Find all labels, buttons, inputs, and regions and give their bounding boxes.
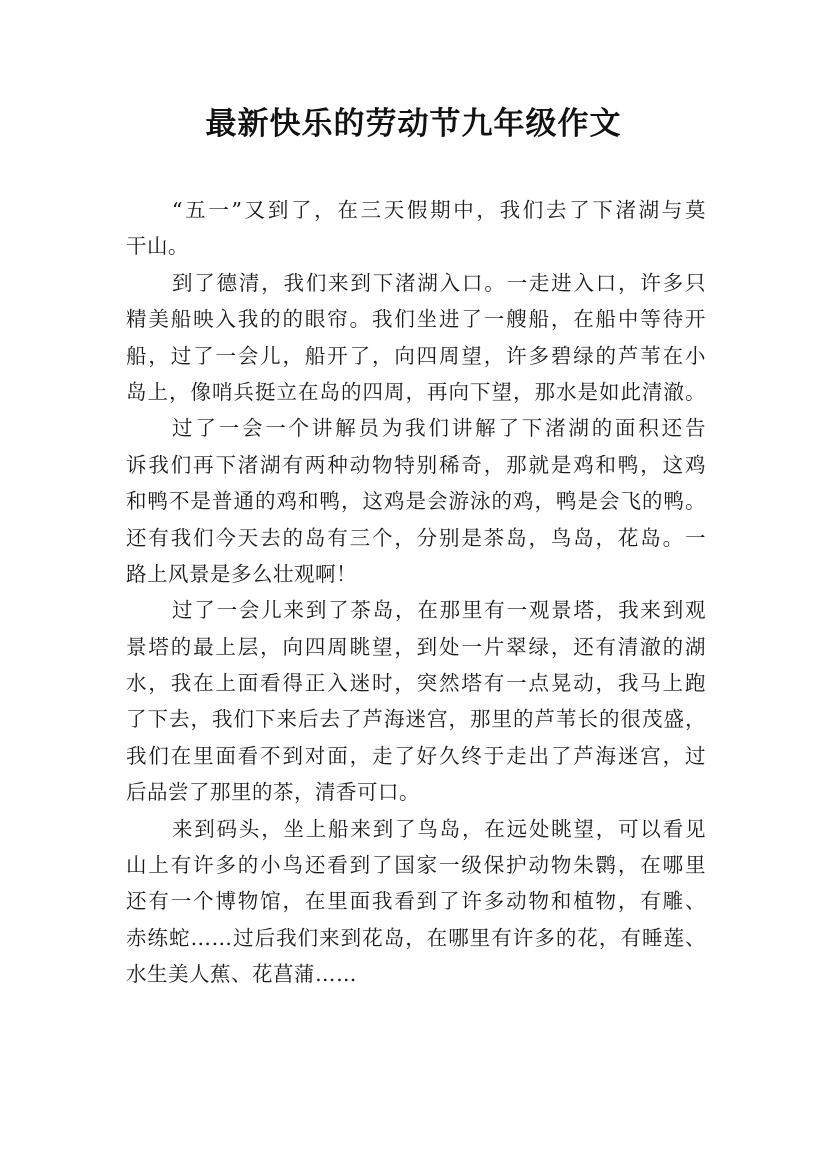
document-title: 最新快乐的劳动节九年级作文 <box>205 106 622 142</box>
text-line: 了下去，我们下来后去了芦海迷宫，那里的芦苇长的很茂盛， <box>126 707 706 732</box>
text-line: “五一”又到了，在三天假期中，我们去了下渚湖与莫 <box>172 198 706 222</box>
text-line: 过了一会儿来到了茶岛，在那里有一观景塔，我来到观 <box>172 598 706 623</box>
text-line: 船，过了一会儿，船开了，向四周望，许多碧绿的芦苇在小 <box>126 343 706 368</box>
document-body <box>126 192 706 993</box>
text-line: 路上风景是多么壮观啊！ <box>126 561 357 586</box>
text-line: 后品尝了那里的茶，清香可口。 <box>126 780 420 805</box>
text-line: 诉我们再下渚湖有两种动物特别稀奇，那就是鸡和鸭，这鸡 <box>126 452 706 477</box>
text-line: 我们在里面看不到对面，走了好久终于走出了芦海迷宫，过 <box>126 743 706 768</box>
text-line: 岛上，像哨兵挺立在岛的四周，再向下望，那水是如此清澈。 <box>126 379 706 404</box>
text-line: 来到码头，坐上船来到了鸟岛，在远处眺望，可以看见 <box>172 816 706 841</box>
text-line: 水，我在上面看得正入迷时，突然塔有一点晃动，我马上跑 <box>126 671 706 696</box>
text-line: 景塔的最上层，向四周眺望，到处一片翠绿，还有清澈的湖 <box>126 634 706 659</box>
text-line: 干山。 <box>126 234 189 259</box>
text-line: 精美船映入我的的眼帘。我们坐进了一艘船，在船中等待开 <box>126 307 706 332</box>
text-line: 过了一会一个讲解员为我们讲解了下渚湖的面积还告 <box>172 416 706 441</box>
text-line: 到了德清，我们来到下渚湖入口。一走进入口，许多只 <box>172 270 706 295</box>
text-line: 山上有许多的小鸟还看到了国家一级保护动物朱鹮，在哪里 <box>126 853 706 878</box>
text-line: 水生美人蕉、花菖蒲…… <box>126 962 357 987</box>
text-line: 还有我们今天去的岛有三个，分别是茶岛，鸟岛，花岛。一 <box>126 525 706 550</box>
text-line: 还有一个博物馆，在里面我看到了许多动物和植物，有雕、 <box>126 889 706 914</box>
text-line: 和鸭不是普通的鸡和鸭，这鸡是会游泳的鸡，鸭是会飞的鸭。 <box>126 489 706 514</box>
text-line: 赤练蛇……过后我们来到花岛，在哪里有许多的花，有睡莲、 <box>126 925 706 950</box>
